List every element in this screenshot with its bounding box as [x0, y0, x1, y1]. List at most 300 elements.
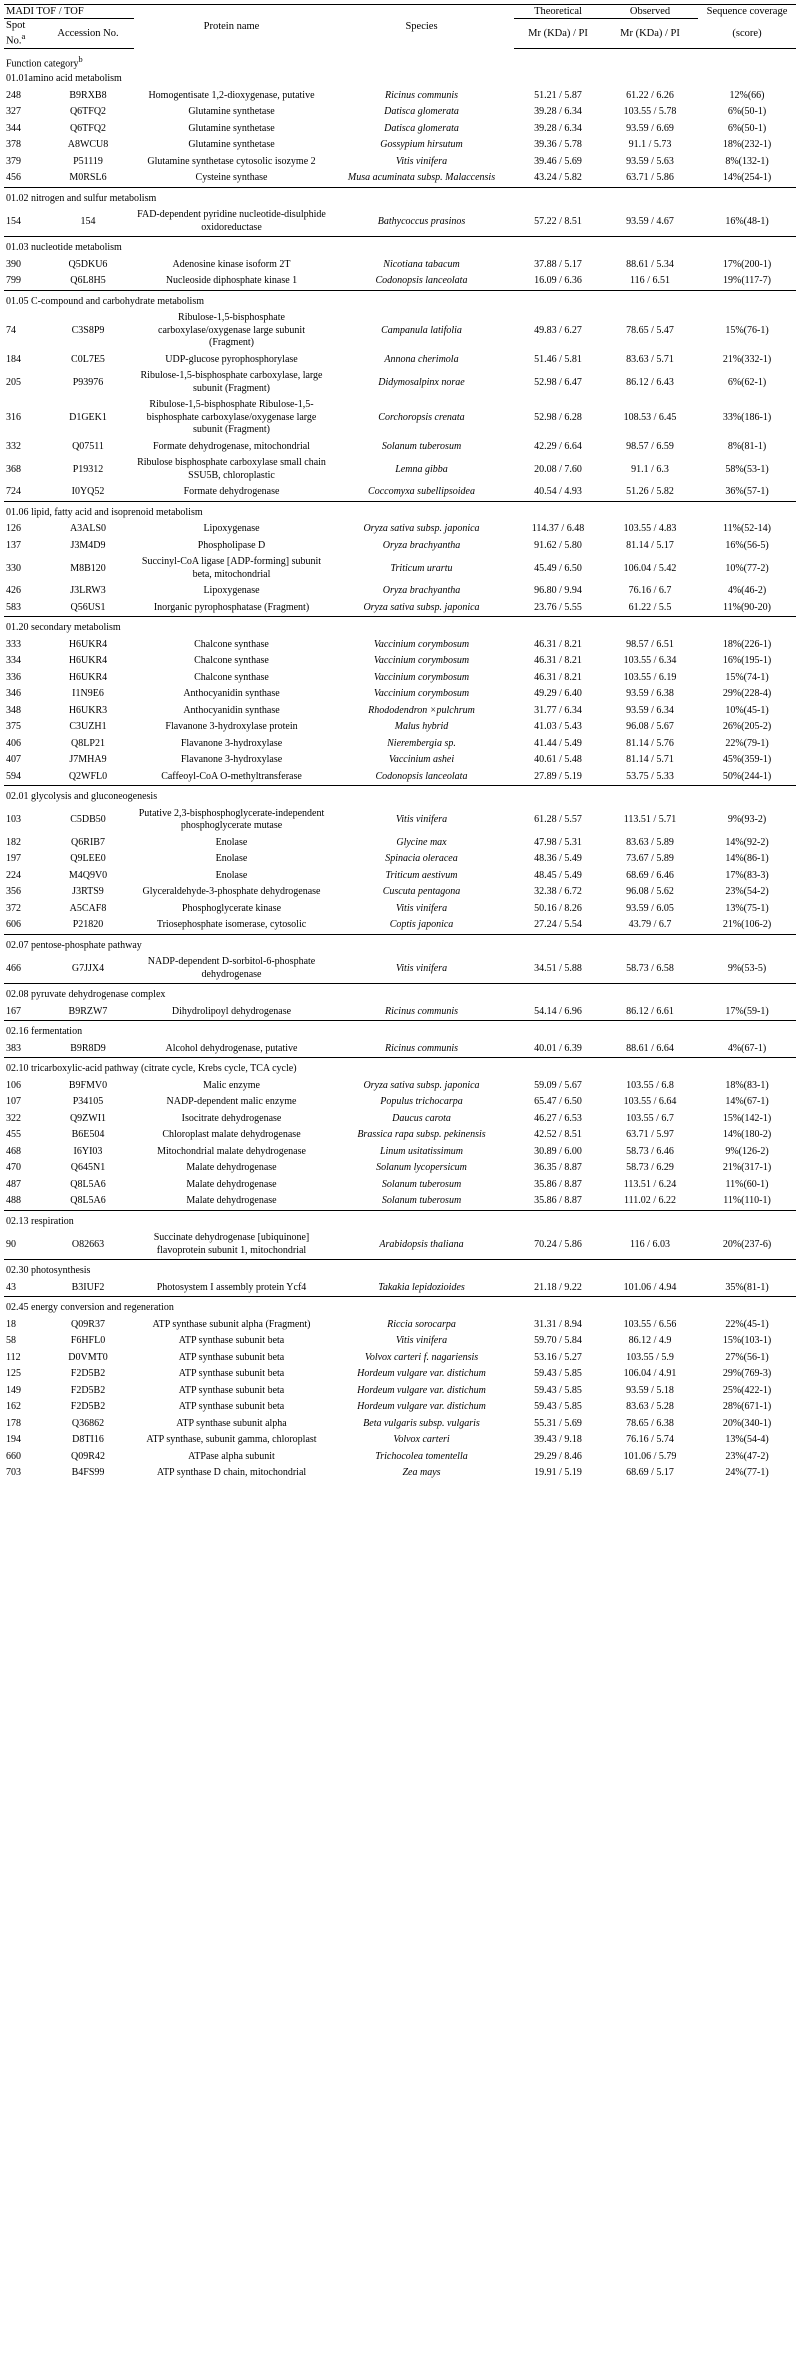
observed-mr-pi: 101.06 / 5.79 [623, 1450, 677, 1462]
sequence-coverage: 9%(53-5) [727, 962, 767, 974]
protein-name: Enolase [215, 836, 248, 848]
observed-mr-pi: 93.59 / 6.69 [626, 122, 674, 134]
table-row [4, 1078, 796, 1095]
sequence-coverage: 26%(205-2) [722, 721, 772, 733]
spot-number: 368 [6, 463, 21, 475]
sequence-coverage: 6%(50-1) [727, 122, 767, 134]
observed-mr-pi: 53.75 / 5.33 [626, 770, 674, 782]
protein-name: ATP synthase subunit beta [178, 1384, 285, 1396]
accession-number: A3ALS0 [69, 523, 107, 535]
category-heading [4, 1260, 796, 1280]
sequence-coverage: 10%(45-1) [725, 704, 769, 716]
protein-name: ATP synthase subunit beta [178, 1401, 285, 1413]
species: Ricinus communis [384, 89, 459, 101]
spot-number: 383 [6, 1042, 21, 1054]
table-row [4, 884, 796, 901]
accession-number: J3M4D9 [70, 539, 106, 551]
spot-number: 327 [6, 106, 21, 118]
sequence-coverage: 14%(180-2) [722, 1129, 772, 1141]
accession-number: D0VMT0 [68, 1351, 108, 1363]
sequence-coverage: 24%(77-1) [725, 1467, 769, 1479]
species: Nierembergia sp. [387, 737, 456, 749]
protein-name: UDP-glucose pyrophosphorylase [165, 353, 298, 365]
category-name: 02.13 respiration [4, 1210, 796, 1230]
theoretical-mr-pi: 96.80 / 9.94 [534, 585, 582, 597]
spot-number: 316 [6, 411, 21, 423]
protein-name: ATP synthase, subunit gamma, chloroplast [146, 1434, 317, 1446]
species: Rhododendron ×pulchrum [368, 704, 475, 716]
category-heading [4, 984, 796, 1004]
observed-mr-pi: 88.61 / 5.34 [626, 258, 674, 270]
theoretical-mr-pi: 31.77 / 6.34 [534, 704, 582, 716]
observed-mr-pi: 103.55 / 6.56 [623, 1318, 677, 1330]
theoretical-mr-pi: 59.09 / 5.67 [534, 1079, 582, 1091]
sequence-coverage: 9%(126-2) [725, 1145, 769, 1157]
sequence-coverage: 27%(56-1) [725, 1351, 769, 1363]
observed-mr-pi: 81.14 / 5.76 [626, 737, 674, 749]
spot-number: 107 [6, 1096, 21, 1108]
category-heading [4, 237, 796, 257]
accession-number: Q09R37 [71, 1318, 105, 1330]
category-name: 01.20 secondary metabolism [4, 617, 796, 637]
sequence-coverage: 6%(62-1) [727, 376, 767, 388]
table-row [4, 521, 796, 538]
theoretical-mr-pi: 42.52 / 8.51 [534, 1129, 582, 1141]
spot-number: 468 [6, 1145, 21, 1157]
sequence-coverage: 45%(359-1) [722, 754, 772, 766]
protein-name: Chalcone synthase [194, 671, 269, 683]
theoretical-mr-pi: 40.54 / 4.93 [534, 486, 582, 498]
category-name: 02.16 fermentation [4, 1021, 796, 1041]
protein-name: FAD-dependent pyridine nucleotide-disulphide oxidoreductase [137, 209, 326, 233]
accession-number: Q6RIB7 [71, 836, 105, 848]
protein-name: ATP synthase subunit alpha (Fragment) [152, 1318, 311, 1330]
category-name: 01.02 nitrogen and sulfur metabolism [4, 187, 796, 207]
table-row [4, 583, 796, 600]
observed-mr-pi: 91.1 / 5.73 [628, 139, 672, 151]
category-heading [4, 786, 796, 806]
header-theoretical-sub: Mr (KDa) / PI [514, 19, 602, 49]
sequence-coverage: 14%(92-2) [725, 836, 769, 848]
category-heading [4, 1021, 796, 1041]
species: Oryza sativa subsp. japonica [363, 523, 480, 535]
spot-number: 248 [6, 89, 21, 101]
spot-number: 333 [6, 638, 21, 650]
table-row [4, 1041, 796, 1058]
protein-name: NADP-dependent malic enzyme [166, 1096, 297, 1108]
table-header [4, 5, 796, 49]
accession-number: P21820 [72, 919, 104, 931]
accession-number: Q645N1 [70, 1162, 106, 1174]
category-heading [4, 1210, 796, 1230]
observed-mr-pi: 111.02 / 6.22 [623, 1195, 677, 1207]
theoretical-mr-pi: 48.36 / 5.49 [534, 853, 582, 865]
table-row [4, 310, 796, 352]
theoretical-mr-pi: 52.98 / 6.28 [534, 411, 582, 423]
table-row [4, 1416, 796, 1433]
sequence-coverage: 11%(52-14) [723, 523, 771, 535]
category-name: 02.01 glycolysis and gluconeogenesis [4, 786, 796, 806]
species: Coptis japonica [389, 919, 454, 931]
species: Takakia lepidozioides [378, 1281, 465, 1293]
accession-number: C5DB50 [70, 814, 106, 826]
species: Solanum tuberosum [381, 440, 462, 452]
observed-mr-pi: 96.08 / 5.62 [626, 886, 674, 898]
species: Vitis vinifera [395, 1335, 448, 1347]
spot-number: 162 [6, 1401, 21, 1413]
spot-number: 90 [6, 1238, 16, 1250]
table-row [4, 273, 796, 290]
table-row [4, 170, 796, 187]
sequence-coverage: 21%(332-1) [722, 353, 772, 365]
sequence-coverage: 18%(226-1) [722, 638, 772, 650]
spot-number: 724 [6, 486, 21, 498]
observed-mr-pi: 63.71 / 5.97 [626, 1129, 674, 1141]
accession-number: Q8L5A6 [70, 1178, 106, 1190]
accession-number: G7JJX4 [71, 962, 105, 974]
spot-number: 43 [6, 1281, 16, 1293]
category-name: 01.05 C-compound and carbohydrate metabolism [4, 290, 796, 310]
protein-name: Flavanone 3-hydroxylase [180, 754, 283, 766]
observed-mr-pi: 61.22 / 6.26 [626, 89, 674, 101]
species: Lemna gibba [395, 463, 448, 475]
sequence-coverage: 15%(103-1) [722, 1335, 772, 1347]
protein-name: Adenosine kinase isoform 2T [172, 258, 291, 270]
sequence-coverage: 21%(317-1) [722, 1162, 772, 1174]
table-row [4, 207, 796, 237]
accession-number: I1N9E6 [72, 688, 104, 700]
protein-name: Dihydrolipoyl dehydrogenase [171, 1005, 292, 1017]
species: Triticum aestivum [385, 869, 458, 881]
species: Volvox carteri [393, 1434, 450, 1446]
spot-number: 346 [6, 688, 21, 700]
protein-name: ATP synthase subunit beta [178, 1335, 285, 1347]
sequence-coverage: 4%(46-2) [727, 585, 767, 597]
sequence-coverage: 58%(53-1) [725, 463, 769, 475]
category-name: 02.30 photosynthesis [4, 1260, 796, 1280]
protein-name: Triosephosphate isomerase, cytosolic [156, 919, 307, 931]
theoretical-mr-pi: 52.98 / 6.47 [534, 376, 582, 388]
table-row [4, 769, 796, 786]
observed-mr-pi: 58.73 / 6.58 [626, 962, 674, 974]
observed-mr-pi: 103.55 / 5.78 [623, 106, 677, 118]
sequence-coverage: 17%(83-3) [725, 869, 769, 881]
species: Brassica rapa subsp. pekinensis [357, 1129, 486, 1141]
theoretical-mr-pi: 16.09 / 6.36 [534, 275, 582, 287]
observed-mr-pi: 93.59 / 4.67 [626, 215, 674, 227]
table-row [4, 88, 796, 105]
table-row [4, 719, 796, 736]
table-row [4, 1193, 796, 1210]
species: Vaccinium corymbosum [373, 655, 470, 667]
sequence-coverage: 15%(142-1) [722, 1112, 772, 1124]
species: Gossypium hirsutum [380, 139, 463, 151]
theoretical-mr-pi: 42.29 / 6.64 [534, 440, 582, 452]
observed-mr-pi: 93.59 / 6.05 [626, 902, 674, 914]
accession-number: J3LRW3 [70, 585, 106, 597]
observed-mr-pi: 93.59 / 5.18 [626, 1384, 674, 1396]
category-name: 02.08 pyruvate dehydrogenase complex [4, 984, 796, 1004]
protein-name: Inorganic pyrophosphatase (Fragment) [153, 601, 310, 613]
table-row [4, 868, 796, 885]
sequence-coverage: 4%(67-1) [727, 1042, 767, 1054]
table-row [4, 1127, 796, 1144]
protein-name: Malic enzyme [203, 1079, 260, 1091]
species: Vaccinium ashei [388, 754, 455, 766]
protein-name: Mitochondrial malate dehydrogenase [157, 1145, 306, 1157]
table-row [4, 121, 796, 138]
spot-number: 149 [6, 1384, 21, 1396]
spot-number: 390 [6, 258, 21, 270]
header-spot: Spot No.$^a$ [4, 19, 42, 49]
observed-mr-pi: 106.04 / 5.42 [623, 562, 677, 574]
table-row [4, 1399, 796, 1416]
sequence-coverage: 18%(232-1) [722, 139, 772, 151]
spot-number: 112 [6, 1351, 21, 1363]
accession-number: P34105 [72, 1096, 104, 1108]
header-protein: Protein name [134, 5, 329, 49]
protein-name: Chalcone synthase [194, 655, 269, 667]
table-row [4, 806, 796, 835]
species: Riccia sorocarpa [387, 1318, 456, 1330]
spot-number: 703 [6, 1467, 21, 1479]
table-row [4, 368, 796, 397]
protein-name: Isocitrate dehydrogenase [181, 1112, 282, 1124]
theoretical-mr-pi: 46.31 / 8.21 [534, 638, 582, 650]
observed-mr-pi: 93.59 / 6.34 [626, 704, 674, 716]
accession-number: B4FS99 [71, 1467, 105, 1479]
spot-number: 106 [6, 1079, 21, 1091]
theoretical-mr-pi: 39.28 / 6.34 [534, 122, 582, 134]
protein-name: Glutamine synthetase cytosolic isozyme 2 [147, 155, 316, 167]
species: Didymosalpinx norae [378, 376, 465, 388]
species: Trichocolea tomentella [375, 1450, 468, 1462]
spot-number: 372 [6, 902, 21, 914]
accession-number: H6UKR4 [68, 638, 108, 650]
accession-number: M0RSL6 [69, 172, 107, 184]
table-row [4, 154, 796, 171]
species: Vaccinium corymbosum [373, 688, 470, 700]
sequence-coverage: 16%(56-5) [725, 539, 769, 551]
header-coverage: Sequence coverage [698, 5, 796, 19]
accession-number: Q6TFQ2 [69, 122, 107, 134]
species: Codonopsis lanceolata [375, 770, 468, 782]
theoretical-mr-pi: 40.61 / 5.48 [534, 754, 582, 766]
observed-mr-pi: 108.53 / 6.45 [623, 411, 677, 423]
accession-number: B9R8D9 [70, 1042, 106, 1054]
sequence-coverage: 13%(75-1) [725, 902, 769, 914]
sequence-coverage: 14%(86-1) [725, 853, 769, 865]
observed-mr-pi: 103.55 / 4.83 [623, 523, 677, 535]
species: Hordeum vulgare var. distichum [357, 1401, 486, 1413]
species: Vitis vinifera [395, 962, 448, 974]
species: Oryza sativa subsp. japonica [363, 1079, 480, 1091]
accession-number: D1GEK1 [69, 411, 107, 423]
theoretical-mr-pi: 49.83 / 6.27 [534, 324, 582, 336]
table-row [4, 104, 796, 121]
species: Vitis vinifera [395, 902, 448, 914]
spot-number: 103 [6, 814, 21, 826]
accession-number: B9RZW7 [68, 1005, 108, 1017]
observed-mr-pi: 103.55 / 6.7 [626, 1112, 674, 1124]
observed-mr-pi: 103.55 / 6.64 [623, 1096, 677, 1108]
species: Datisca glomerata [384, 106, 459, 118]
species: Corchoropsis crenata [378, 411, 465, 423]
theoretical-mr-pi: 59.70 / 5.84 [534, 1335, 582, 1347]
accession-number: Q9LEE0 [70, 853, 106, 865]
theoretical-mr-pi: 70.24 / 5.86 [534, 1238, 582, 1250]
accession-number: H6UKR4 [68, 655, 108, 667]
observed-mr-pi: 63.71 / 5.86 [626, 172, 674, 184]
spot-number: 348 [6, 704, 21, 716]
table-row [4, 439, 796, 456]
theoretical-mr-pi: 43.24 / 5.82 [534, 172, 582, 184]
species: Annona cherimola [384, 353, 459, 365]
observed-mr-pi: 43.79 / 6.7 [628, 919, 672, 931]
spot-number: 330 [6, 562, 21, 574]
species: Linum usitatissimum [379, 1145, 464, 1157]
table-row [4, 736, 796, 753]
protein-name: Ribulose-1,5-bisphosphate carboxylase/oxygenase large subunit (Fragment) [158, 312, 305, 349]
observed-mr-pi: 86.12 / 6.43 [626, 376, 674, 388]
spot-number: 344 [6, 122, 21, 134]
accession-number: J7MHA9 [69, 754, 107, 766]
header-accession: Accession No. [42, 19, 134, 49]
table-row [4, 1432, 796, 1449]
table-row [4, 1004, 796, 1021]
protein-name: Formate dehydrogenase, mitochondrial [153, 440, 310, 452]
table-row [4, 637, 796, 654]
protein-name: ATP synthase subunit beta [178, 1368, 285, 1380]
accession-number: Q6L8H5 [70, 275, 106, 287]
species: Daucus carota [392, 1112, 451, 1124]
spot-number: 137 [6, 539, 21, 551]
table-row [4, 1383, 796, 1400]
observed-mr-pi: 83.63 / 5.89 [626, 836, 674, 848]
observed-mr-pi: 96.08 / 5.67 [626, 721, 674, 733]
spot-number: 182 [6, 836, 21, 848]
theoretical-mr-pi: 46.31 / 8.21 [534, 655, 582, 667]
spot-number: 58 [6, 1335, 16, 1347]
protein-name: Flavanone 3-hydroxylase [180, 737, 283, 749]
protein-name: Chloroplast malate dehydrogenase [162, 1129, 301, 1141]
table-row [4, 1177, 796, 1194]
sequence-coverage: 20%(237-6) [722, 1238, 772, 1250]
species: Campanula latifolia [381, 324, 462, 336]
sequence-coverage: 15%(74-1) [725, 671, 769, 683]
accession-number: O82663 [71, 1238, 105, 1250]
sequence-coverage: 11%(60-1) [725, 1178, 769, 1190]
accession-number: P93976 [72, 376, 104, 388]
accession-number: Q9ZWI1 [69, 1112, 107, 1124]
observed-mr-pi: 98.57 / 6.51 [626, 638, 674, 650]
observed-mr-pi: 103.55 / 6.8 [626, 1079, 674, 1091]
accession-number: I6YI03 [73, 1145, 103, 1157]
header-maldi: MADI TOF / TOF [4, 5, 134, 19]
sequence-coverage: 14%(67-1) [725, 1096, 769, 1108]
spot-number: 456 [6, 172, 21, 184]
protein-name: Succinate dehydrogenase [ubiquinone] flavoprotein subunit 1, mitochondrial [153, 1232, 310, 1256]
observed-mr-pi: 116 / 6.03 [630, 1238, 670, 1250]
theoretical-mr-pi: 47.98 / 5.31 [534, 836, 582, 848]
species: Hordeum vulgare var. distichum [357, 1368, 486, 1380]
species: Zea mays [402, 1467, 441, 1479]
category-name: 01.01amino acid metabolism [6, 73, 122, 85]
theoretical-mr-pi: 59.43 / 5.85 [534, 1384, 582, 1396]
protein-name: Lipoxygenase [203, 523, 260, 535]
protein-name: Glyceraldehyde-3-phosphate dehydrogenase [142, 886, 321, 898]
table-row [4, 257, 796, 274]
accession-number: C3S8P9 [71, 324, 105, 336]
observed-mr-pi: 58.73 / 6.29 [626, 1162, 674, 1174]
theoretical-mr-pi: 53.16 / 5.27 [534, 1351, 582, 1363]
spot-number: 466 [6, 962, 21, 974]
accession-number: 154 [80, 215, 96, 227]
spot-number: 660 [6, 1450, 21, 1462]
accession-number: I0YQ52 [71, 486, 105, 498]
accession-number: B6E504 [71, 1129, 105, 1141]
protein-name: Flavanone 3-hydroxylase protein [165, 721, 298, 733]
protein-name: Ribulose-1,5-bisphosphate Ribulose-1,5-bisphosphate carboxylase/oxygenase large subunit (Fragment) [146, 399, 317, 436]
protein-name: Putative 2,3-bisphosphoglycerate-independent phosphoglycerate mutase [138, 807, 325, 832]
accession-number: A5CAF8 [69, 902, 107, 914]
sequence-coverage: 50%(244-1) [722, 770, 772, 782]
header-theoretical: Theoretical [514, 5, 602, 19]
species: Solanum lycopersicum [376, 1162, 467, 1174]
category-name: 02.07 pentose-phosphate pathway [4, 934, 796, 954]
theoretical-mr-pi: 39.36 / 5.78 [534, 139, 582, 151]
table-row [4, 917, 796, 934]
sequence-coverage: 10%(77-2) [725, 562, 769, 574]
protein-name: Lipoxygenase [203, 585, 260, 597]
accession-number: B9FMV0 [68, 1079, 108, 1091]
sequence-coverage: 17%(59-1) [725, 1005, 769, 1017]
observed-mr-pi: 58.73 / 6.46 [626, 1145, 674, 1157]
spot-number: 205 [6, 376, 21, 388]
accession-number: C0L7E5 [71, 353, 105, 365]
protein-name: Glutamine synthetase [188, 122, 275, 134]
sequence-coverage: 35%(81-1) [725, 1281, 769, 1293]
theoretical-mr-pi: 46.31 / 8.21 [534, 671, 582, 683]
category-name: 02.10 tricarboxylic-acid pathway (citrate cycle, Krebs cycle, TCA cycle) [4, 1058, 796, 1078]
observed-mr-pi: 93.59 / 6.38 [626, 688, 674, 700]
observed-mr-pi: 78.65 / 5.47 [626, 324, 674, 336]
theoretical-mr-pi: 49.29 / 6.40 [534, 688, 582, 700]
observed-mr-pi: 51.26 / 5.82 [626, 486, 674, 498]
protein-name: Homogentisate 1,2-dioxygenase, putative [148, 89, 315, 101]
species: Nicotiana tabacum [383, 258, 460, 270]
theoretical-mr-pi: 55.31 / 5.69 [534, 1417, 582, 1429]
species: Vitis vinifera [395, 155, 448, 167]
theoretical-mr-pi: 51.46 / 5.81 [534, 353, 582, 365]
spot-number: 583 [6, 601, 21, 613]
table-row [4, 1144, 796, 1161]
species: Vaccinium corymbosum [373, 671, 470, 683]
protein-name: Malate dehydrogenase [186, 1195, 277, 1207]
protein-name: Anthocyanidin synthase [183, 688, 280, 700]
accession-number: B9RXB8 [69, 89, 107, 101]
protein-name: Malate dehydrogenase [186, 1178, 277, 1190]
table-row [4, 352, 796, 369]
species: Volvox carteri f. nagariensis [364, 1351, 479, 1363]
category-name: 01.03 nucleotide metabolism [4, 237, 796, 257]
table-row [4, 1449, 796, 1466]
accession-number: A8WCU8 [67, 139, 109, 151]
species: Coccomyxa subellipsoidea [368, 486, 475, 498]
observed-mr-pi: 113.51 / 5.71 [623, 814, 677, 826]
protein-table [4, 4, 796, 1482]
spot-number: 799 [6, 275, 21, 287]
